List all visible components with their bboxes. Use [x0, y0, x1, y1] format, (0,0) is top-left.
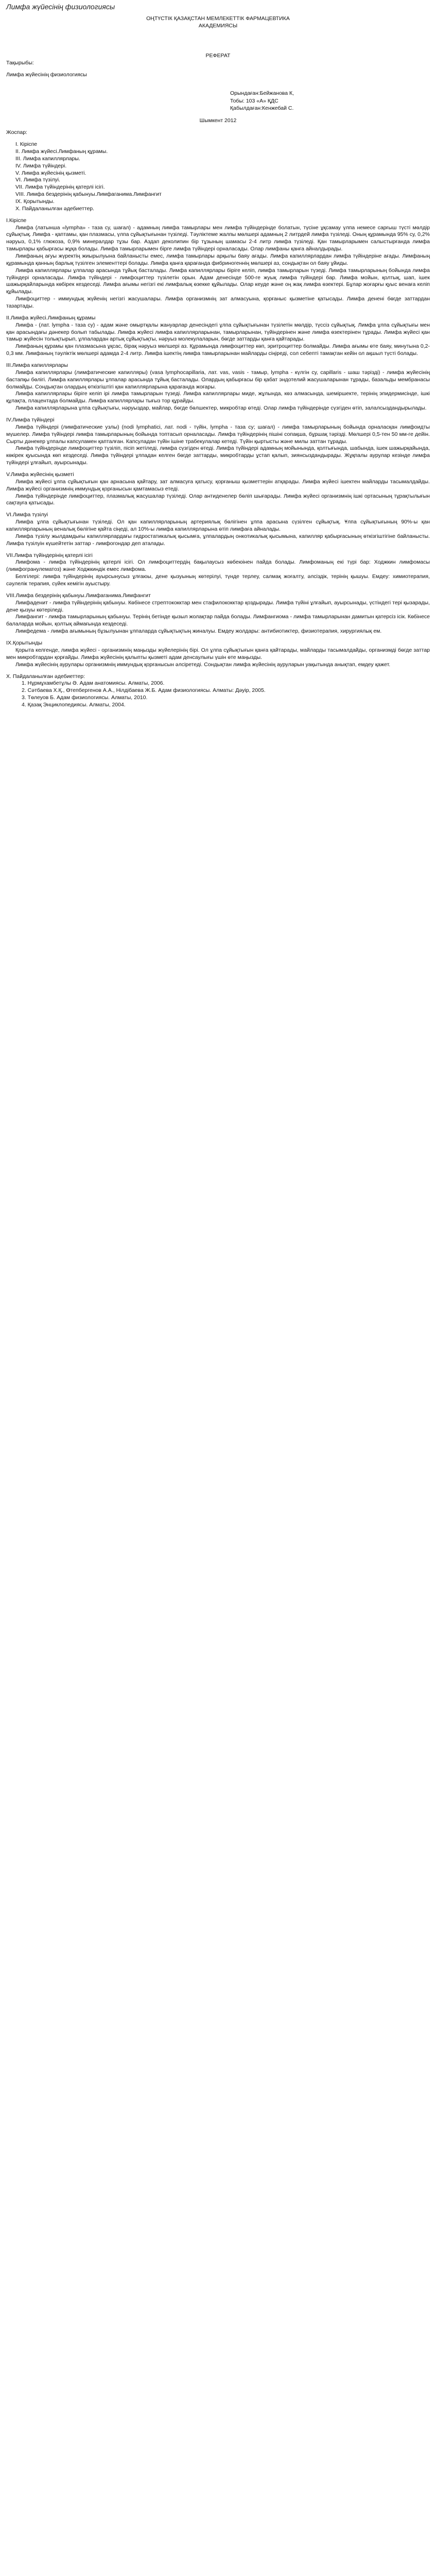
section-heading: ІІ.Лимфа жүйесі.Лимфаның құрамы [6, 314, 96, 321]
reference-item: 1. Нұрмұхамбетұлы Ә. Адам анатомиясы. Алматы, 2006. [22, 680, 165, 687]
reference-item: 2. Сәтбаева Х.Қ., Өтепбергенов А.А., Нілдібаева Ж.Б. Адам физиологиясы. Алматы: Дәуір, 2005. [22, 687, 266, 694]
section-heading: ІІІ.Лимфа капиллярлары [6, 362, 68, 368]
paragraph: Лимфа капиллярлары ұлпалар арасында тұйық басталады. Лимфа капиллярлары біріге келіп, лимфа тамырларын түзеді. Лимфа тамырларының бойында лимфа түйіндері орналасады. Лимфа түйіндері - лимфоциттер түзілетін орын. Адам денесінде 500-ге жуық лимфа түйіндері бар. Лимфа мойын, қолтық, шап, ішек шажырқайларында көбірек кездеседі. Лимфа ағымы негізгі екі лимфалық өзекке құйылады. Олар кеуде және оң жақ лимфа өзектері. Бұлар жоғарғы қуыс венаға келіп құйылады. [6, 267, 430, 295]
section-heading: VІ.Лимфа түзілуі [6, 512, 48, 518]
city-year: Шымкент 2012 [199, 117, 237, 124]
institution-line-2: АКАДЕМИЯСЫ [198, 23, 238, 29]
plan-item: VІІІ. Лимфа бездерінің қабынуы.Лимфаганима.Лимфангит [15, 191, 162, 198]
section-heading: IV.Лимфа түйіндері [6, 417, 55, 423]
author-line-1: Орындаған:Бейжанова К, [230, 90, 294, 96]
section-heading: VІІ.Лимфа түйіндерінің қатерлі ісігі [6, 552, 93, 558]
paragraph: Лимфа түзілу жылдамдығы капиллярлардағы гидростатикалық қысымға, ұлпалардың онкотикалық қысымына, капилляр қабырғасының өткізгіштігіне байланысты. Лимфа түзілуін күшейтетін заттар - лимфогондар деп аталады. [6, 533, 430, 547]
paragraph: Лимфоциттер - иммундық жүйенің негізгі жасушалары. Лимфа организмнің зат алмасуына, қорғаныс қызметіне қатысады. Лимфа денені бөгде заттардан тазартады. [6, 296, 430, 309]
paragraph: Лимфа ұлпа сұйықтығынан түзіледі. Ол қан капиллярларының артериялық бөлігінен ұлпа арасына сүзілген сұйықтық. Ұлпа сұйықтығының 90%-ы қан капиллярларының веналық бөлігіне қайта сіңеді, ал 10%-ы лимфа капиллярларына өтіп лимфаға айналады. [6, 519, 430, 533]
author-block [230, 90, 430, 113]
paragraph: Лимфаденит - лимфа түйіндерінің қабынуы. Көбінесе стрептококктар мен стафилококктар қоздырады. Лимфа түйіні ұлғайып, ауырсынады, үстіндегі тері қызарады, дене қызуы көтеріледі. [6, 599, 430, 613]
section-heading: ІХ.Қорытынды [6, 640, 43, 647]
section-heading: V.Лимфа жүйесінің қызметі [6, 471, 74, 478]
paragraph: Лимфа капиллярлары (лимфатические капилляры) (vasa lymphocapillaria, лат. vas, vasis - тамыр, lympha - күлгін су, capillaris - шаш тәрізді) - лимфа жүйесінің бастапқы бөлігі. Лимфа капиллярлары ұлпалар арасында тұйық басталады. Олардың қабырғасы бір қабат эндотелий жасушаларынан тұрады, базальды мембранасы болмайды. Сондықтан олардың өткізгіштігі қан капиллярларына қарағанда жоғары. [6, 369, 430, 390]
topic-text: Лимфа жүйесінің физиологиясы [6, 71, 87, 78]
plan-item: ІІІ. Лимфа капиллярлары. [15, 155, 80, 162]
paragraph: Лимфа жүйесінің аурулары организмнің иммундық қорғанысын әлсіретеді. Сондықтан лимфа жүйесінің ауруларын уақытында анықтап, емдеу қажет. [15, 661, 391, 668]
references-heading: Х. Пайдаланылған әдебиеттер: [6, 673, 85, 680]
institution-line-1: ОҢТҮСТІК ҚАЗАҚСТАН МЕМЛЕКЕТТІК ФАРМАЦЕВТИКА [146, 15, 290, 22]
plan-item: VІІ. Лимфа түйіндерінің қатерлі ісігі. [15, 184, 105, 191]
plan-label: Жоспар: [6, 129, 27, 136]
paragraph: Лимфаның құрамы қан плазмасына ұқсас, бірақ нәруыз мөлшері аз. Құрамында лимфоциттер көп, эритроциттер болмайды. Лимфа ағымы өте баяу, минутына 0,2-0,3 мм. Лимфаның тәуліктік мөлшері адамда 2-4 литр. Лимфа ішектің лимфа тамырларынан майларды сіңіреді, сол себепті тамақтан кейін ол ақшыл түсті болады. [6, 343, 430, 357]
section-heading: VІІІ.Лимфа бездерінің қабынуы.Лимфаганима.Лимфангит [6, 592, 151, 599]
paragraph: Қорыта келгенде, лимфа жүйесі - организмнің маңызды жүйелерінің бірі. Ол ұлпа сұйықтығын қанға қайтарады, майларды тасымалдайды, организмді бөгде заттар мен микробтардан қорғайды. Лимфа жүйесінің қалыпты қызметі адам денсаулығы үшін өте маңызды. [6, 647, 430, 660]
paragraph: Лимфа (латынша «lympha» - таза су, шағал) - адамның лимфа тамырлары мен лимфа түйіндерінде болатын, түсіне ұқсамау үлпа немесе сарғыш түсті мөлдір сұйықтық. Лимфа - қаптамы, қан плазмасы, үлпа сұйықтығынан түзіледі. Тәуліктеме жалпы мөлшері адамның 2 литрдей лимфа түзіледі. Оның құрамында 95% су, 0,2% нәруыз, 0,1% глюкоза, 0,9% минералдар тұзы бар. Аздап деколипин бір тұзының шамасы 2-4 литр лимфа түзіледі. Қан тамырларымен салыстырғанда лимфа тамырлары қабырғасы жұқа болады. Лимфа тамырларымен бірге лимфа түйіндері орналасады. Олар лимфаны қанға айналдырады. [6, 224, 430, 252]
document-title: Лимфа жүйесінің физиологиясы [6, 3, 115, 11]
references-list [6, 680, 430, 708]
plan-item: Х. Пайдаланылған әдебиеттер. [15, 205, 95, 212]
subject-label: Тақырыбы: [6, 60, 34, 66]
paragraph: Лимфа түйіндерінде лимфоциттер түзіліп, пісіп жетіледі, лимфа сүзгіден өтеді. Лимфа түйіндері адамның мойынында, қолтығында, шабында, ішек шажырқайында, көкірек қуысында көп кездеседі. Лимфа түйіндері ұлпадан келген бөгде заттарды, микробтарды ұстап қалып, зиянсыздандырады. Жұқпалы аурулар кезінде лимфа түйіндері ұлғайып, ауырсынады. [6, 445, 430, 466]
plan-item: ІІ. Лимфа жүйесі.Лимфаның құрамы. [15, 148, 108, 155]
reference-item: 3. Төлеуов Б. Адам физиологиясы. Алматы, 2010. [22, 694, 148, 701]
paragraph: Лимфа капиллярларына ұлпа сұйықтығы, нәруыздар, майлар, бөгде бөлшектер, микробтар өтеді. Олар лимфа түйіндерінде сүзгіден өтіп, залалсыздандырылады. [15, 405, 427, 412]
author-line-2: Тобы: 103 «А» ҚДС [230, 97, 278, 104]
paragraph: Лимфа капиллярлары біріге келіп ірі лимфа тамырларын түзеді. Лимфа капиллярлары миде, жұлында, көз алмасында, шеміршекте, терінің эпидермисінде, ішкі құлақта, плацентада болмайды. Лимфа капиллярлары тығыз тор құрайды. [6, 391, 430, 404]
plan-item: І. Кіріспе [15, 141, 38, 148]
paragraph: Лимфа түйіндері (лимфатические узлы) (nodi lymphatici, лат. nodi - түйін, lympha - таза су; шағал) - лимфа тамырларының бойында орналасқан лимфоидты мүшелер. Лимфа түйіндері лимфа тамырларының бойында топтасып орналасады. Лимфа түйіндерінің пішіні сопақша, бұршақ тәрізді. Мөлшері 0,5-тен 50 мм-ге дейін. Сырты дәнекер ұлпалы капсуламен қапталған. Капсуладан түйін ішіне трабекулалар кетеді. Түйін қыртысты және милы заттан тұрады. [6, 423, 430, 445]
plan-item: VІ. Лимфа түзілуі. [15, 177, 60, 183]
plan-item: V. Лимфа жүйесінің қызметі. [15, 170, 86, 176]
paragraph: Лимфома - лимфа түйіндерінің қатерлі ісігі. Ол лимфоциттердің бақылаусыз көбеюінен пайда болады. Лимфоманың екі түрі бар: Ходжкин лимфомасы (лимфогранулематоз) және Ходжкиндік емес лимфома. [6, 559, 430, 573]
paragraph: Лимфа түйіндерінде лимфоциттер, плазмалық жасушалар түзіледі. Олар антиденелер бөліп шығарады. Лимфа жүйесі организмнің ішкі ортасының тұрақтылығын сақтауға қатысады. [6, 493, 430, 506]
paragraph: Лимфедема - лимфа ағымының бұзылуынан ұлпаларда сұйықтықтың жиналуы. Емдеу жолдары: антибиотиктер, физиотерапия, хирургиялық ем. [15, 628, 382, 635]
paragraph: Лимфа - (лат. lympha - таза су) - адам және омыртқалы жануарлар денесіндегі ұлпа сұйықтығынан түзілетін мөлдір, түссіз сұйықтық. Лимфа ұлпа сұйықтығы мен қан арасындағы дәнекер болып табылады. Лимфа жүйесі лимфа капиллярларынан, тамырларынан, түйіндерінен және лимфа өзектерінен тұрады. Лимфа жүйесі қан тамыр жүйесін толықтырып, ұлпалардан артық сұйықтықты, нәруыз молекулаларын, бөгде заттарды қанға қайтарады. [6, 321, 430, 343]
referat-label: РЕФЕРАТ [205, 53, 231, 59]
paragraph: Белгілері: лимфа түйіндерінің ауырсынусыз ұлғаюы, дене қызуының көтерілуі, түнде терлеу, салмақ жоғалту, әлсіздік, терінің қышуы. Емдеу: химиотерапия, сәулелік терапия, сүйек кемігін ауыстыру. [6, 573, 430, 587]
paragraph: Лимфа жүйесі ұлпа сұйықтығын қан арнасына қайтару, зат алмасуға қатысу, қорғаныш қызметтерін атқарады. Лимфа жүйесі ішектен майларды тасымалдайды. Лимфа жүйесі организмнің иммундық қорғанысын қамтамасыз етеді. [6, 478, 430, 492]
section-heading: І.Кіріспе [6, 217, 27, 224]
paragraph: Лимфаның ағуы жүректің жиырылуына байланысты емес, лимфа тамырлары арқылы баяу ағады. Лимфа капиллярлардан лимфа түйіндеріне ағады. Лимфаның құрамында қанның барлық түзілген элементтері болады. Лимфа қанға қарағанда фибриногеннің мөлшері аз, сондықтан ол баяу ұйиды. [6, 252, 430, 266]
paragraph: Лимфангит - лимфа тамырларының қабынуы. Терінің бетінде қызыл жолақтар пайда болады. Лимфангиома - лимфа тамырларынан дамитын қатерсіз ісік. Көбінесе балаларда мойын, қолтық аймағында кездеседі. [6, 614, 430, 628]
plan-list [6, 141, 430, 213]
plan-item: IV. Лимфа түйіндері. [15, 162, 67, 169]
author-line-3: Қабылдаған:Кенжебай С. [230, 105, 294, 112]
reference-item: 4. Қазақ Энциклопедиясы. Алматы, 2004. [22, 701, 126, 708]
plan-item: ІХ. Қорытынды. [15, 198, 55, 205]
